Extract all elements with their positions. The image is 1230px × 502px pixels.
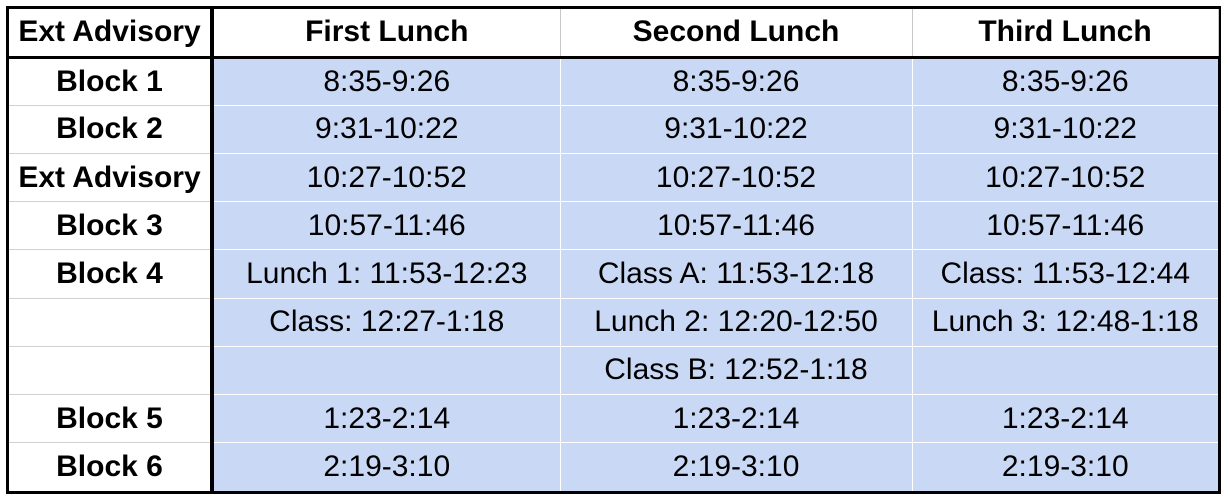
header-corner-cell[interactable]: Ext Advisory <box>9 9 212 57</box>
row-block-2 <box>9 105 1218 153</box>
row-label[interactable]: Block 3 <box>9 202 212 250</box>
time-cell[interactable]: 10:27-10:52 <box>560 154 912 202</box>
time-cell[interactable]: Lunch 2: 12:20-12:50 <box>560 298 912 346</box>
time-cell[interactable] <box>212 346 560 394</box>
time-cell[interactable]: 1:23-2:14 <box>912 395 1218 443</box>
time-cell[interactable]: Class: 11:53-12:44 <box>912 250 1218 298</box>
row-block-4 <box>9 250 1218 298</box>
time-cell[interactable]: 9:31-10:22 <box>560 105 912 153</box>
header-third-lunch[interactable]: Third Lunch <box>912 9 1218 57</box>
time-cell[interactable]: 10:27-10:52 <box>212 154 560 202</box>
time-cell[interactable]: 2:19-3:10 <box>212 443 560 491</box>
time-cell[interactable]: Class A: 11:53-12:18 <box>560 250 912 298</box>
row-label[interactable] <box>9 298 212 346</box>
row-label[interactable] <box>9 346 212 394</box>
time-cell[interactable]: 1:23-2:14 <box>212 395 560 443</box>
row-block-6 <box>9 443 1218 491</box>
time-cell[interactable]: 1:23-2:14 <box>560 395 912 443</box>
time-cell[interactable]: 9:31-10:22 <box>212 105 560 153</box>
time-cell[interactable]: 10:57-11:46 <box>912 202 1218 250</box>
row-label[interactable]: Block 1 <box>9 57 212 105</box>
row-block-3 <box>9 202 1218 250</box>
row-block-4-class-b <box>9 346 1218 394</box>
row-label[interactable]: Block 5 <box>9 395 212 443</box>
lunch-schedule-table <box>9 9 1219 491</box>
time-cell[interactable]: 10:27-10:52 <box>912 154 1218 202</box>
time-cell[interactable]: Class B: 12:52-1:18 <box>560 346 912 394</box>
row-label[interactable]: Block 4 <box>9 250 212 298</box>
row-label[interactable]: Block 2 <box>9 105 212 153</box>
schedule-sheet <box>6 6 1221 494</box>
time-cell[interactable] <box>912 346 1218 394</box>
row-block-4-continued <box>9 298 1218 346</box>
row-ext-advisory <box>9 154 1218 202</box>
header-second-lunch[interactable]: Second Lunch <box>560 9 912 57</box>
row-block-5 <box>9 395 1218 443</box>
time-cell[interactable]: 2:19-3:10 <box>560 443 912 491</box>
row-block-1 <box>9 57 1218 105</box>
row-label[interactable]: Block 6 <box>9 443 212 491</box>
time-cell[interactable]: 10:57-11:46 <box>212 202 560 250</box>
header-first-lunch[interactable]: First Lunch <box>212 9 560 57</box>
time-cell[interactable]: Class: 12:27-1:18 <box>212 298 560 346</box>
time-cell[interactable]: 10:57-11:46 <box>560 202 912 250</box>
header-row <box>9 9 1218 57</box>
time-cell[interactable]: 9:31-10:22 <box>912 105 1218 153</box>
time-cell[interactable]: 8:35-9:26 <box>212 57 560 105</box>
time-cell[interactable]: 8:35-9:26 <box>912 57 1218 105</box>
time-cell[interactable]: 8:35-9:26 <box>560 57 912 105</box>
time-cell[interactable]: Lunch 1: 11:53-12:23 <box>212 250 560 298</box>
row-label[interactable]: Ext Advisory <box>9 154 212 202</box>
time-cell[interactable]: 2:19-3:10 <box>912 443 1218 491</box>
time-cell[interactable]: Lunch 3: 12:48-1:18 <box>912 298 1218 346</box>
